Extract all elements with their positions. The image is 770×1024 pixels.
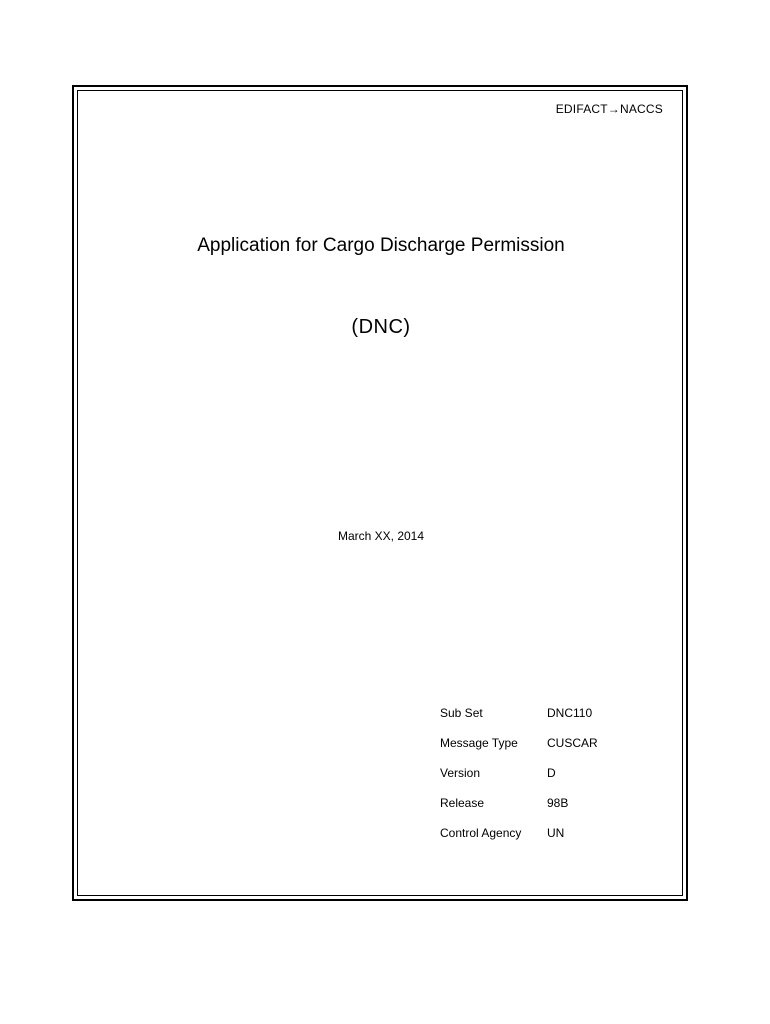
header-tag: EDIFACT→NACCS — [555, 102, 663, 116]
spec-row-message-type — [440, 736, 627, 766]
spec-value: 98B — [547, 796, 569, 810]
spec-key: Message Type — [440, 736, 518, 750]
spec-row-release — [440, 796, 627, 826]
spec-row-version — [440, 766, 627, 796]
spec-value: UN — [547, 826, 565, 840]
spec-key: Version — [440, 766, 481, 780]
document-code: (DNC) — [351, 316, 411, 338]
spec-row-sub-set — [440, 706, 627, 736]
document-title: Application for Cargo Discharge Permission — [197, 235, 565, 256]
spec-table — [440, 706, 627, 856]
spec-key: Control Agency — [440, 826, 522, 840]
spec-value: DNC110 — [547, 706, 593, 720]
document-date: March XX, 2014 — [337, 529, 425, 543]
spec-value: D — [547, 766, 556, 780]
spec-key: Sub Set — [440, 706, 483, 720]
spec-key: Release — [440, 796, 485, 810]
spec-row-control-agency — [440, 826, 627, 856]
spec-value: CUSCAR — [547, 736, 598, 750]
